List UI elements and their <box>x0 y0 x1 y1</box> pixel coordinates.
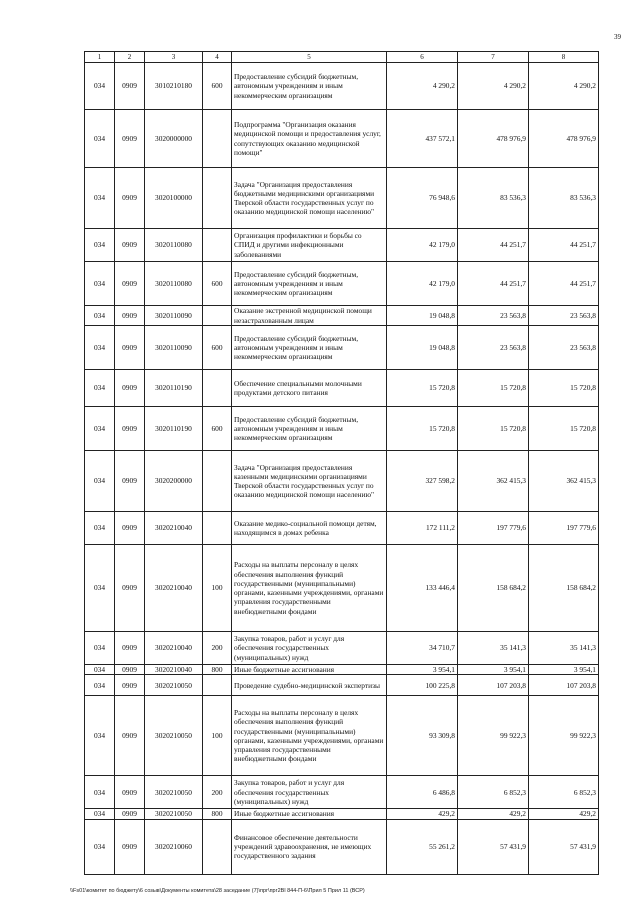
description-cell: Предоставление субсидий бюджетным, автономным учреждениям и иным некоммерческим организациям <box>232 262 387 306</box>
amount-2019-cell: 6 486,8 <box>387 776 458 809</box>
target-article-code-cell: 3020210050 <box>145 675 203 696</box>
amount-2020-cell: 107 203,8 <box>458 675 529 696</box>
target-article-code-cell: 3020110190 <box>145 407 203 451</box>
expense-type-code-cell: 600 <box>203 326 232 370</box>
amount-2020-cell: 158 684,2 <box>458 545 529 632</box>
description-cell: Подпрограмма "Организация оказания медицинской помощи и предоставления услуг, сопутствующих оказанию медицинской помощи" <box>232 110 387 168</box>
agency-code-cell: 034 <box>85 262 115 306</box>
agency-code-cell: 034 <box>85 110 115 168</box>
table-row <box>85 370 599 407</box>
amount-2020-cell: 478 976,9 <box>458 110 529 168</box>
expense-type-code-cell <box>203 168 232 229</box>
section-code-cell: 0909 <box>115 696 145 776</box>
target-article-code-cell: 3020210040 <box>145 665 203 675</box>
description-cell: Закупка товаров, работ и услуг для обеспечения государственных (муниципальных) нужд <box>232 632 387 665</box>
amount-2019-cell: 15 720,8 <box>387 407 458 451</box>
section-code-cell: 0909 <box>115 776 145 809</box>
amount-2020-cell: 83 536,3 <box>458 168 529 229</box>
amount-2019-cell: 437 572,1 <box>387 110 458 168</box>
expense-type-code-cell: 200 <box>203 776 232 809</box>
expense-type-code-cell <box>203 512 232 545</box>
description-cell: Расходы на выплаты персоналу в целях обеспечения выполнения функций государственными (муниципальными) органами, казенными учреждениями, органами управления государственными внебюджетными фондами <box>232 696 387 776</box>
amount-2020-cell: 15 720,8 <box>458 370 529 407</box>
amount-2020-cell: 23 563,8 <box>458 306 529 326</box>
expense-type-code-cell: 800 <box>203 665 232 675</box>
table-row <box>85 110 599 168</box>
amount-2021-cell: 99 922,3 <box>529 696 599 776</box>
agency-code-cell: 034 <box>85 632 115 665</box>
section-code-cell: 0909 <box>115 110 145 168</box>
amount-2019-cell: 429,2 <box>387 809 458 819</box>
amount-2021-cell: 3 954,1 <box>529 665 599 675</box>
amount-2019-cell: 133 446,4 <box>387 545 458 632</box>
description-cell: Закупка товаров, работ и услуг для обеспечения государственных (муниципальных) нужд <box>232 776 387 809</box>
agency-code-cell: 034 <box>85 168 115 229</box>
target-article-code-cell: 3020210050 <box>145 776 203 809</box>
column-header: 6 <box>387 52 458 63</box>
target-article-code-cell: 3020210050 <box>145 696 203 776</box>
target-article-code-cell: 3020110080 <box>145 262 203 306</box>
amount-2020-cell: 99 922,3 <box>458 696 529 776</box>
amount-2019-cell: 327 598,2 <box>387 451 458 512</box>
amount-2019-cell: 76 948,6 <box>387 168 458 229</box>
table-row <box>85 229 599 262</box>
amount-2019-cell: 42 179,0 <box>387 262 458 306</box>
description-cell: Предоставление субсидий бюджетным, автономным учреждениям и иным некоммерческим организациям <box>232 326 387 370</box>
target-article-code-cell: 3010210180 <box>145 63 203 110</box>
amount-2019-cell: 19 048,8 <box>387 306 458 326</box>
amount-2021-cell: 197 779,6 <box>529 512 599 545</box>
section-code-cell: 0909 <box>115 632 145 665</box>
target-article-code-cell: 3020200000 <box>145 451 203 512</box>
target-article-code-cell: 3020210040 <box>145 632 203 665</box>
description-cell: Организация профилактики и борьбы со СПИД и другими инфекционными заболеваниями <box>232 229 387 262</box>
file-path-footer: \\Fs01\комитет по бюджету\6 созыв\Документы комитета\28 заседание (7)\прг\прг2Bl 844-П-6\Прил 5 Прил 11 (ВСР) <box>70 888 365 894</box>
budget-table <box>84 51 599 875</box>
section-code-cell: 0909 <box>115 675 145 696</box>
amount-2020-cell: 429,2 <box>458 809 529 819</box>
expense-type-code-cell <box>203 229 232 262</box>
column-header: 4 <box>203 52 232 63</box>
amount-2020-cell: 44 251,7 <box>458 262 529 306</box>
amount-2020-cell: 23 563,8 <box>458 326 529 370</box>
amount-2021-cell: 4 290,2 <box>529 63 599 110</box>
amount-2019-cell: 3 954,1 <box>387 665 458 675</box>
amount-2020-cell: 6 852,3 <box>458 776 529 809</box>
table-row <box>85 407 599 451</box>
section-code-cell: 0909 <box>115 545 145 632</box>
target-article-code-cell: 3020110090 <box>145 306 203 326</box>
header-row <box>85 52 599 63</box>
section-code-cell: 0909 <box>115 229 145 262</box>
amount-2019-cell: 19 048,8 <box>387 326 458 370</box>
amount-2019-cell: 172 111,2 <box>387 512 458 545</box>
agency-code-cell: 034 <box>85 229 115 262</box>
amount-2019-cell: 55 261,2 <box>387 819 458 874</box>
expense-type-code-cell <box>203 675 232 696</box>
agency-code-cell: 034 <box>85 776 115 809</box>
table-row <box>85 306 599 326</box>
section-code-cell: 0909 <box>115 819 145 874</box>
description-cell: Оказание медико-социальной помощи детям, находящимся в домах ребенка <box>232 512 387 545</box>
target-article-code-cell: 3020110090 <box>145 326 203 370</box>
amount-2020-cell: 57 431,9 <box>458 819 529 874</box>
agency-code-cell: 034 <box>85 819 115 874</box>
column-header: 3 <box>145 52 203 63</box>
section-code-cell: 0909 <box>115 407 145 451</box>
agency-code-cell: 034 <box>85 545 115 632</box>
column-header: 1 <box>85 52 115 63</box>
expense-type-code-cell: 100 <box>203 545 232 632</box>
expense-type-code-cell <box>203 306 232 326</box>
description-cell: Финансовое обеспечение деятельности учреждений здравоохранения, не имеющих государственного задания <box>232 819 387 874</box>
expense-type-code-cell <box>203 819 232 874</box>
amount-2021-cell: 362 415,3 <box>529 451 599 512</box>
amount-2021-cell: 6 852,3 <box>529 776 599 809</box>
description-cell: Иные бюджетные ассигнования <box>232 665 387 675</box>
expense-type-code-cell: 600 <box>203 407 232 451</box>
agency-code-cell: 034 <box>85 370 115 407</box>
column-header: 2 <box>115 52 145 63</box>
section-code-cell: 0909 <box>115 451 145 512</box>
agency-code-cell: 034 <box>85 451 115 512</box>
amount-2020-cell: 35 141,3 <box>458 632 529 665</box>
agency-code-cell: 034 <box>85 696 115 776</box>
description-cell: Обеспечение специальными молочными продуктами детского питания <box>232 370 387 407</box>
expense-type-code-cell: 600 <box>203 63 232 110</box>
amount-2021-cell: 57 431,9 <box>529 819 599 874</box>
column-header: 8 <box>529 52 599 63</box>
column-header: 5 <box>232 52 387 63</box>
amount-2021-cell: 478 976,9 <box>529 110 599 168</box>
description-cell: Оказание экстренной медицинской помощи незастрахованным лицам <box>232 306 387 326</box>
expense-type-code-cell <box>203 110 232 168</box>
table-row <box>85 696 599 776</box>
expense-type-code-cell: 200 <box>203 632 232 665</box>
amount-2021-cell: 107 203,8 <box>529 675 599 696</box>
amount-2020-cell: 3 954,1 <box>458 665 529 675</box>
amount-2019-cell: 93 309,8 <box>387 696 458 776</box>
section-code-cell: 0909 <box>115 63 145 110</box>
target-article-code-cell: 3020110190 <box>145 370 203 407</box>
agency-code-cell: 034 <box>85 306 115 326</box>
amount-2021-cell: 158 684,2 <box>529 545 599 632</box>
section-code-cell: 0909 <box>115 512 145 545</box>
expense-type-code-cell <box>203 451 232 512</box>
table-row <box>85 63 599 110</box>
agency-code-cell: 034 <box>85 665 115 675</box>
table-row <box>85 776 599 809</box>
amount-2020-cell: 15 720,8 <box>458 407 529 451</box>
table-row <box>85 632 599 665</box>
table-row <box>85 512 599 545</box>
amount-2019-cell: 34 710,7 <box>387 632 458 665</box>
column-header: 7 <box>458 52 529 63</box>
amount-2021-cell: 23 563,8 <box>529 326 599 370</box>
expense-type-code-cell: 100 <box>203 696 232 776</box>
target-article-code-cell: 3020100000 <box>145 168 203 229</box>
target-article-code-cell: 3020210040 <box>145 545 203 632</box>
section-code-cell: 0909 <box>115 168 145 229</box>
section-code-cell: 0909 <box>115 326 145 370</box>
amount-2021-cell: 429,2 <box>529 809 599 819</box>
agency-code-cell: 034 <box>85 63 115 110</box>
table-row <box>85 819 599 874</box>
description-cell: Иные бюджетные ассигнования <box>232 809 387 819</box>
amount-2021-cell: 23 563,8 <box>529 306 599 326</box>
description-cell: Предоставление субсидий бюджетным, автономным учреждениям и иным некоммерческим организациям <box>232 407 387 451</box>
description-cell: Задача "Организация предоставления бюджетными медицинскими организациями Тверской области государственных услуг по оказанию медицинской помощи населению" <box>232 168 387 229</box>
amount-2021-cell: 15 720,8 <box>529 370 599 407</box>
amount-2021-cell: 15 720,8 <box>529 407 599 451</box>
table-row <box>85 665 599 675</box>
table-row <box>85 675 599 696</box>
amount-2020-cell: 44 251,7 <box>458 229 529 262</box>
agency-code-cell: 034 <box>85 407 115 451</box>
description-cell: Расходы на выплаты персоналу в целях обеспечения выполнения функций государственными (муниципальными) органами, казенными учреждениями, органами управления государственными внебюджетными фондами <box>232 545 387 632</box>
page-number: 39 <box>614 33 621 41</box>
agency-code-cell: 034 <box>85 326 115 370</box>
agency-code-cell: 034 <box>85 809 115 819</box>
description-cell: Задача "Организация предоставления казенными медицинскими организациями Тверской области государственных услуг по оказанию медицинской помощи населению" <box>232 451 387 512</box>
table-row <box>85 809 599 819</box>
section-code-cell: 0909 <box>115 809 145 819</box>
section-code-cell: 0909 <box>115 306 145 326</box>
section-code-cell: 0909 <box>115 370 145 407</box>
amount-2021-cell: 44 251,7 <box>529 229 599 262</box>
section-code-cell: 0909 <box>115 262 145 306</box>
amount-2021-cell: 44 251,7 <box>529 262 599 306</box>
amount-2020-cell: 362 415,3 <box>458 451 529 512</box>
amount-2020-cell: 197 779,6 <box>458 512 529 545</box>
agency-code-cell: 034 <box>85 512 115 545</box>
description-cell: Предоставление субсидий бюджетным, автономным учреждениям и иным некоммерческим организациям <box>232 63 387 110</box>
expense-type-code-cell <box>203 370 232 407</box>
amount-2019-cell: 100 225,8 <box>387 675 458 696</box>
amount-2020-cell: 4 290,2 <box>458 63 529 110</box>
table-row <box>85 326 599 370</box>
table-row <box>85 545 599 632</box>
amount-2019-cell: 42 179,0 <box>387 229 458 262</box>
target-article-code-cell: 3020210060 <box>145 819 203 874</box>
amount-2021-cell: 83 536,3 <box>529 168 599 229</box>
table-row <box>85 262 599 306</box>
table-row <box>85 168 599 229</box>
section-code-cell: 0909 <box>115 665 145 675</box>
expense-type-code-cell: 600 <box>203 262 232 306</box>
agency-code-cell: 034 <box>85 675 115 696</box>
amount-2019-cell: 4 290,2 <box>387 63 458 110</box>
target-article-code-cell: 3020210040 <box>145 512 203 545</box>
amount-2019-cell: 15 720,8 <box>387 370 458 407</box>
table-row <box>85 451 599 512</box>
target-article-code-cell: 3020210050 <box>145 809 203 819</box>
description-cell: Проведение судебно-медицинской экспертизы <box>232 675 387 696</box>
expense-type-code-cell: 800 <box>203 809 232 819</box>
target-article-code-cell: 3020000000 <box>145 110 203 168</box>
target-article-code-cell: 3020110080 <box>145 229 203 262</box>
amount-2021-cell: 35 141,3 <box>529 632 599 665</box>
